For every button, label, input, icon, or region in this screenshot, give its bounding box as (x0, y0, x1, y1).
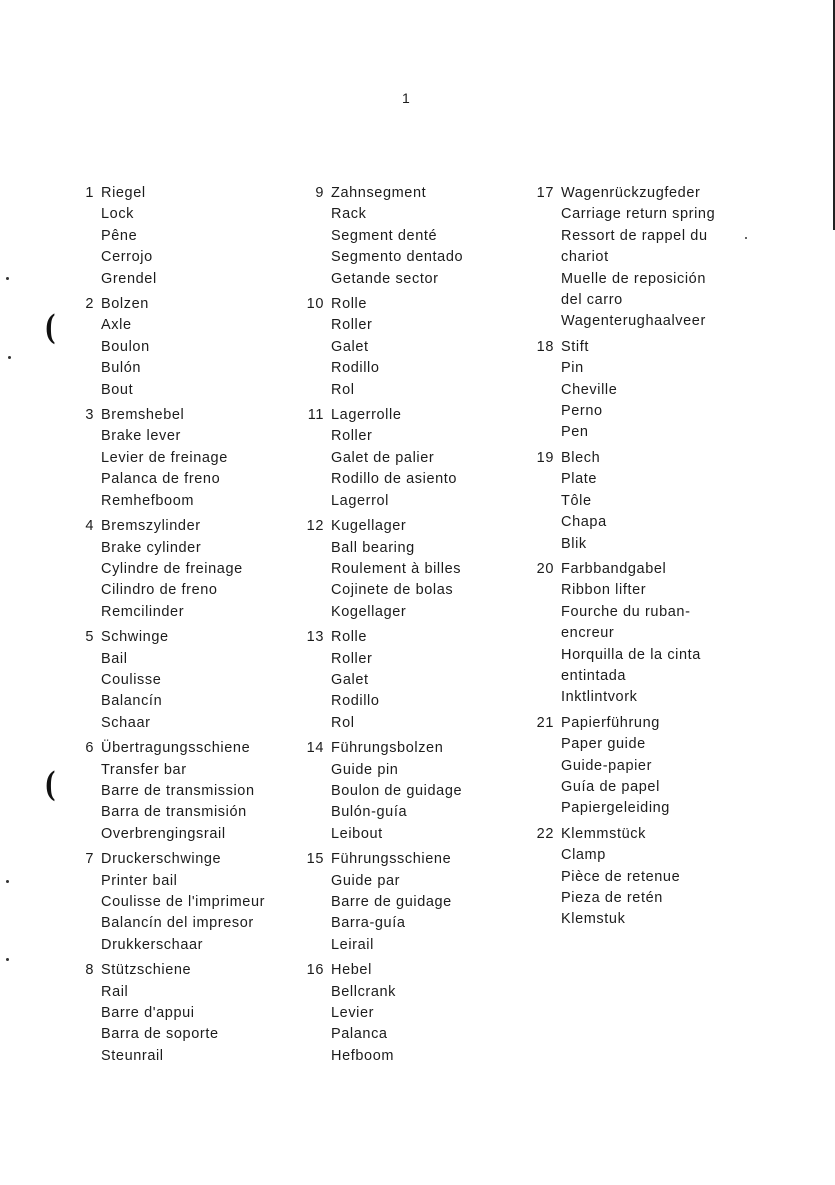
entry-terms (561, 337, 760, 444)
page-number: 1 (402, 90, 411, 106)
term-translation: Brake lever (101, 428, 181, 445)
glossary-entry (530, 337, 760, 444)
term-translation: Muelle de reposición (561, 270, 706, 287)
term-translation: Transfer bar (101, 761, 187, 778)
term-translation: Rodillo (331, 360, 380, 377)
term-translation: Rol (331, 381, 355, 398)
entry-number: 21 (536, 714, 554, 731)
term-translation: Brake cylinder (101, 539, 202, 556)
term-translation: Kogellager (331, 603, 407, 620)
term-translation: Guide pin (331, 761, 399, 778)
term-translation: Hebel (331, 962, 372, 979)
term-translation: Barre de transmission (101, 782, 255, 799)
term-translation: Rack (331, 206, 367, 223)
entry-terms (101, 516, 300, 623)
term-translation: Boulon (101, 338, 150, 355)
term-translation: Klemmstück (561, 825, 646, 842)
term-translation: Bail (101, 650, 128, 667)
entry-terms (101, 960, 300, 1067)
entry-terms (331, 960, 530, 1067)
entry-number: 9 (315, 185, 324, 201)
entry-number: 20 (536, 560, 554, 577)
entry-number: 1 (85, 185, 94, 201)
term-translation: encreur (561, 625, 615, 642)
term-translation: Schwinge (101, 629, 169, 646)
term-translation: Rol (331, 714, 355, 731)
glossary-entry (300, 960, 530, 1067)
glossary-entry (300, 849, 530, 956)
term-translation: Stützschiene (101, 962, 192, 979)
term-translation: Cilindro de freno (101, 582, 218, 599)
term-translation: Bellcrank (331, 983, 397, 1000)
entry-number: 8 (85, 962, 94, 979)
scan-speck (6, 880, 9, 883)
entry-number: 18 (536, 338, 554, 355)
entry-terms (101, 183, 300, 290)
glossary-entry (530, 824, 760, 931)
entry-number: 12 (306, 518, 324, 535)
term-translation: Lagerrolle (331, 407, 402, 424)
term-translation: Guide par (331, 872, 401, 889)
term-translation: Ball bearing (331, 539, 415, 556)
term-translation: Rodillo (331, 693, 380, 710)
glossary-entry (530, 183, 760, 333)
binding-mark-top-icon: ( (44, 308, 56, 348)
entry-number: 11 (307, 407, 324, 424)
glossary-column-2 (300, 183, 530, 1071)
term-translation: Leibout (331, 825, 383, 842)
glossary-entry (530, 559, 760, 709)
glossary-entry (530, 713, 760, 820)
term-translation: chariot (561, 249, 609, 266)
term-translation: Rolle (331, 629, 368, 646)
term-translation: Coulisse de l'imprimeur (101, 894, 266, 910)
entry-terms (331, 183, 530, 290)
term-translation: Zahnsegment (331, 185, 427, 201)
term-translation: Blik (561, 535, 587, 552)
term-translation: Bremshebel (101, 407, 185, 424)
entry-terms (101, 405, 300, 512)
term-translation: Bout (101, 381, 134, 398)
entry-number: 4 (85, 518, 94, 535)
term-translation: Rodillo de asiento (331, 471, 458, 488)
term-translation: Roller (331, 317, 373, 334)
entry-terms (101, 294, 300, 401)
glossary-entry (70, 516, 300, 623)
term-translation: Bolzen (101, 296, 149, 313)
term-translation: Levier de freinage (101, 449, 228, 466)
term-translation: Grendel (101, 270, 157, 287)
term-translation: Barra de soporte (101, 1026, 219, 1043)
term-translation: Pièce de retenue (561, 868, 681, 885)
term-translation: Cerrojo (101, 249, 153, 266)
glossary-entry (70, 183, 300, 290)
term-translation: Paper guide (561, 736, 646, 753)
term-translation: Cheville (561, 381, 618, 398)
glossary-column-1 (70, 183, 300, 1071)
term-translation: Rail (101, 983, 129, 1000)
term-translation: Pin (561, 360, 584, 377)
term-translation: Segmento dentado (331, 249, 464, 266)
term-translation: Printer bail (101, 872, 178, 889)
entry-terms (561, 448, 760, 555)
term-translation: Lock (101, 206, 135, 223)
scan-speck (6, 277, 9, 280)
glossary-entry (70, 405, 300, 512)
term-translation: Barra de transmisión (101, 804, 247, 821)
scan-speck (745, 237, 747, 239)
term-translation: Chapa (561, 514, 607, 531)
term-translation: Palanca de freno (101, 471, 221, 488)
term-translation: Plate (561, 471, 598, 488)
term-translation: Führungsschiene (331, 851, 452, 868)
entry-terms (561, 183, 760, 333)
term-translation: Papiergeleiding (561, 800, 670, 817)
scan-speck (6, 958, 9, 961)
term-translation: Coulisse (101, 671, 162, 688)
entry-terms (331, 516, 530, 623)
term-translation: Galet (331, 338, 369, 355)
entry-number: 10 (306, 296, 324, 313)
glossary-entry (70, 738, 300, 845)
entry-number: 16 (306, 962, 324, 979)
term-translation: Lagerrol (331, 492, 389, 509)
entry-terms (101, 849, 300, 956)
entry-number: 5 (85, 629, 94, 646)
glossary-entry (300, 294, 530, 401)
entry-terms (561, 713, 760, 820)
term-translation: Overbrengingsrail (101, 825, 226, 842)
glossary-entry (300, 183, 530, 290)
term-translation: Axle (101, 317, 132, 334)
entry-number: 17 (536, 185, 554, 201)
term-translation: Bulón (101, 360, 142, 377)
entry-number: 22 (536, 825, 554, 842)
entry-terms (331, 849, 530, 956)
term-translation: Guide-papier (561, 757, 653, 774)
entry-number: 6 (85, 740, 94, 757)
glossary-entry (300, 516, 530, 623)
term-translation: Remhefboom (101, 492, 195, 509)
entry-number: 15 (306, 851, 324, 868)
term-translation: Balancín (101, 693, 163, 710)
term-translation: Farbbandgabel (561, 560, 667, 577)
term-translation: Roller (331, 428, 373, 445)
term-translation: Pêne (101, 227, 138, 244)
glossary-entry (70, 960, 300, 1067)
term-translation: entintada (561, 667, 627, 684)
term-translation: Inktlintvork (561, 689, 638, 706)
term-translation: Bremszylinder (101, 518, 201, 535)
term-translation: Tôle (561, 492, 592, 509)
term-translation: Druckerschwinge (101, 851, 222, 868)
term-translation: Blech (561, 449, 601, 466)
term-translation: Barre d'appui (101, 1005, 195, 1022)
entry-terms (331, 294, 530, 401)
term-translation: Getande sector (331, 270, 439, 287)
scan-speck (8, 356, 11, 359)
entry-terms (331, 405, 530, 512)
term-translation: Roller (331, 650, 373, 667)
term-translation: Levier (331, 1005, 375, 1022)
entry-terms (561, 824, 760, 931)
term-translation: del carro (561, 292, 623, 309)
term-translation: Drukkerschaar (101, 936, 204, 953)
term-translation: Papierführung (561, 714, 660, 731)
glossary-entry (70, 627, 300, 734)
term-translation: Carriage return spring (561, 206, 716, 223)
term-translation: Klemstuk (561, 911, 626, 928)
term-translation: Galet (331, 671, 369, 688)
term-translation: Galet de palier (331, 449, 435, 466)
term-translation: Schaar (101, 714, 151, 731)
term-translation: Leirail (331, 936, 374, 953)
term-translation: Ribbon lifter (561, 582, 647, 599)
term-translation: Steunrail (101, 1047, 164, 1064)
term-translation: Hefboom (331, 1047, 395, 1064)
term-translation: Riegel (101, 185, 146, 201)
term-translation: Perno (561, 403, 603, 420)
term-translation: Segment denté (331, 227, 438, 244)
term-translation: Clamp (561, 847, 606, 864)
term-translation: Guía de papel (561, 778, 660, 795)
term-translation: Remcilinder (101, 603, 185, 620)
term-translation: Barra-guía (331, 915, 406, 932)
entry-terms (561, 559, 760, 709)
term-translation: Wagenterughaalveer (561, 313, 706, 330)
term-translation: Rolle (331, 296, 368, 313)
term-translation: Pieza de retén (561, 890, 663, 906)
binding-mark-bottom-icon: ( (44, 765, 56, 805)
entry-number: 2 (85, 296, 94, 313)
term-translation: Cojinete de bolas (331, 582, 454, 599)
entry-number: 3 (85, 407, 94, 424)
term-translation: Palanca (331, 1026, 388, 1043)
entry-number: 19 (536, 449, 554, 466)
glossary-entry (300, 627, 530, 734)
entry-terms (101, 627, 300, 734)
entry-terms (331, 738, 530, 845)
term-translation: Übertragungsschiene (101, 740, 251, 757)
glossary-entry (300, 405, 530, 512)
term-translation: Balancín del impresor (101, 915, 254, 932)
glossary-entry (70, 849, 300, 956)
term-translation: Kugellager (331, 518, 407, 535)
entry-terms (101, 738, 300, 845)
term-translation: Fourche du ruban- (561, 603, 691, 620)
term-translation: Führungsbolzen (331, 740, 444, 757)
entry-terms (331, 627, 530, 734)
term-translation: Ressort de rappel du (561, 227, 708, 244)
entry-number: 7 (85, 851, 94, 868)
term-translation: Pen (561, 424, 589, 441)
term-translation: Stift (561, 338, 589, 355)
term-translation: Cylindre de freinage (101, 560, 243, 577)
term-translation: Barre de guidage (331, 894, 452, 910)
term-translation: Horquilla de la cinta (561, 646, 701, 663)
entry-number: 14 (306, 740, 324, 757)
glossary-entry (70, 294, 300, 401)
term-translation: Roulement à billes (331, 560, 462, 577)
term-translation: Boulon de guidage (331, 782, 463, 799)
glossary-entry (530, 448, 760, 555)
term-translation: Bulón-guía (331, 804, 408, 821)
glossary-column-3 (530, 183, 760, 935)
entry-number: 13 (306, 629, 324, 646)
glossary-entry (300, 738, 530, 845)
term-translation: Wagenrückzugfeder (561, 185, 701, 201)
